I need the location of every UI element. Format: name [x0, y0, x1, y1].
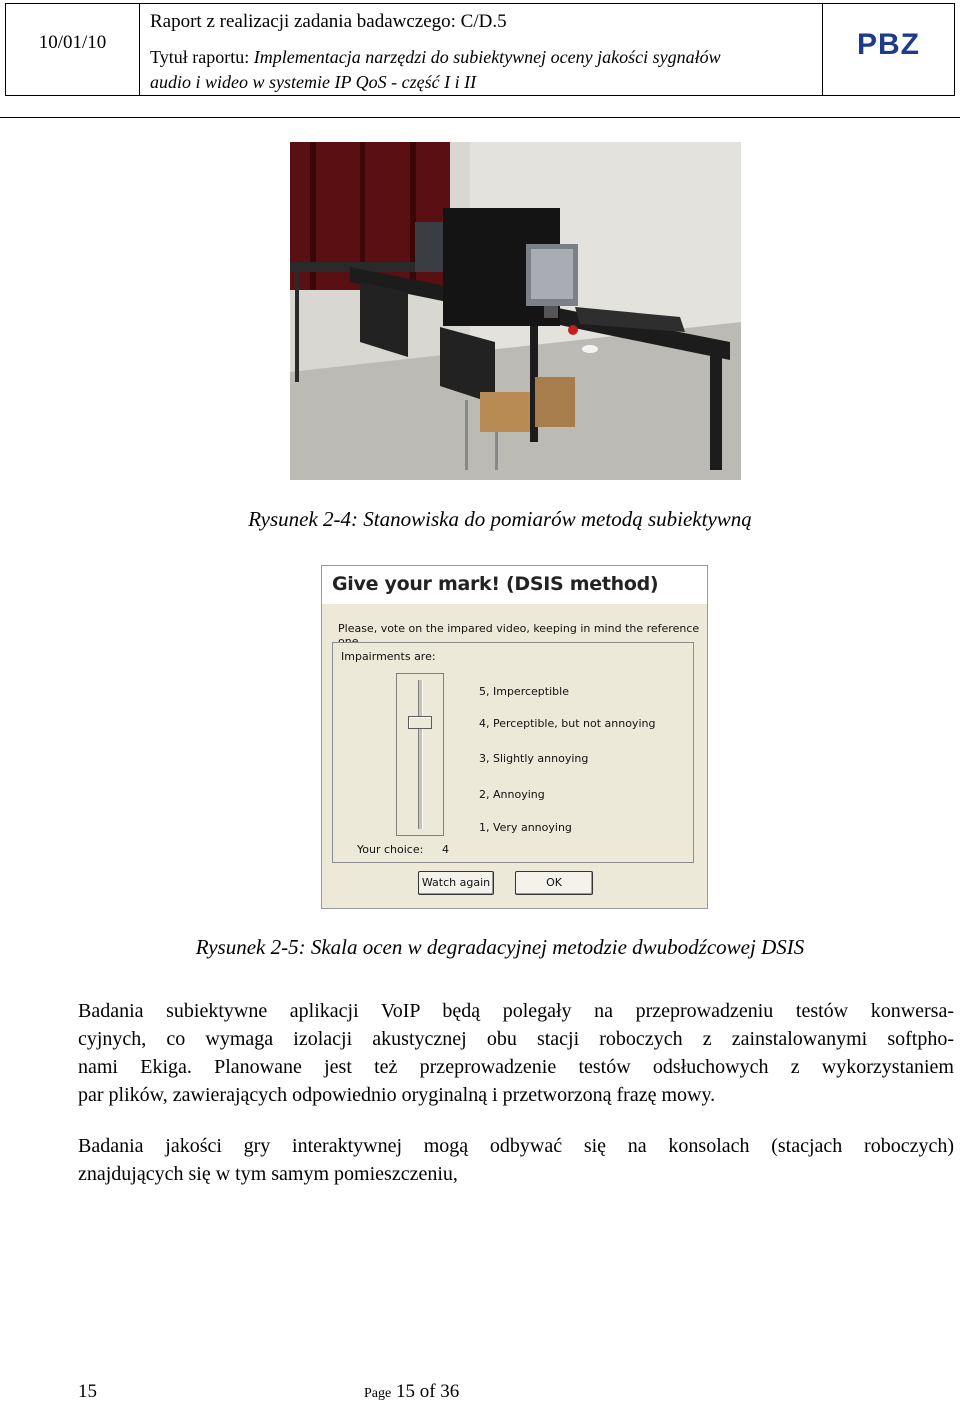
- option-4: 4, Perceptible, but not annoying: [479, 717, 656, 730]
- watch-again-button[interactable]: Watch again: [418, 871, 494, 895]
- figure-5-caption: Rysunek 2-5: Skala ocen w degradacyjnej metodzie dwubodźcowej DSIS: [195, 935, 805, 959]
- workstations-photo-drawing: [290, 142, 741, 480]
- dialog-instruction: Please, vote on the impared video, keeping in mind the reference: [338, 622, 700, 635]
- footer-number: 15: [78, 1381, 97, 1402]
- your-choice-value: 4: [442, 843, 449, 856]
- header-title-line2: audio i wideo w systemie IP QoS - część I i II: [150, 72, 477, 92]
- slider-track: [418, 680, 423, 829]
- impairments-group: [332, 642, 694, 863]
- option-2: 2, Annoying: [479, 788, 545, 801]
- paragraph-1-line-1: Badania subiektywne aplikacji VoIP będą polegały na przeprowadzeniu testów konwersa-: [78, 1000, 954, 1022]
- page-header: [5, 3, 955, 96]
- footer-page-word: Page: [364, 1386, 392, 1401]
- header-title-cell: [140, 4, 823, 95]
- header-date: 10/01/10: [38, 32, 107, 53]
- footer-page-of: 15 of 36: [395, 1381, 460, 1402]
- figure-4-caption: Rysunek 2-4: Stanowiska do pomiarów metodą subiektywną: [248, 507, 752, 531]
- option-1: 1, Very annoying: [479, 821, 572, 834]
- paragraph-1-line-3: nami Ekiga. Planowane jest też przeprowadzenie testów odsłuchowych z wykorzystaniem: [78, 1056, 954, 1078]
- dialog-title: Give your mark! (DSIS method): [332, 573, 659, 595]
- header-date-cell: [6, 4, 140, 95]
- dialog-titlebar: [322, 566, 707, 604]
- header-report-line: Raport z realizacji zadania badawczego: C/D.5: [150, 11, 507, 32]
- your-choice-label: Your choice:: [357, 843, 424, 856]
- pbz-logo: PBZ: [857, 28, 920, 61]
- option-5: 5, Imperceptible: [479, 685, 569, 698]
- paragraph-2-line-2: znajdujących się w tym samym pomieszczeniu,: [78, 1163, 458, 1185]
- ok-button[interactable]: OK: [515, 871, 593, 895]
- rating-slider[interactable]: [396, 673, 444, 836]
- slider-thumb[interactable]: [408, 716, 432, 729]
- paragraph-2-line-1: Badania jakości gry interaktywnej mogą odbywać się na konsolach (stacjach roboczych): [78, 1135, 954, 1157]
- header-title-value: Implementacja narzędzi do subiektywnej oceny jakości sygnałów: [253, 47, 721, 67]
- impairments-group-label: Impairments are:: [341, 650, 436, 663]
- footer-page: [364, 1381, 459, 1403]
- header-title-line: [150, 47, 721, 68]
- paragraph-1-line-2: cyjnych, co wymaga izolacji akustycznej obu stacji roboczych z zainstalowanymi softpho-: [78, 1028, 954, 1050]
- option-3: 3, Slightly annoying: [479, 752, 589, 765]
- header-title-label: Tytuł raportu:: [150, 47, 254, 67]
- header-rule: [0, 117, 960, 118]
- workstations-photo: [290, 142, 741, 480]
- dsis-dialog-screenshot: [321, 565, 708, 909]
- header-logo-cell: [823, 4, 954, 95]
- paragraph-1-line-4: par plików, zawierających odpowiednio oryginalną i przetworzoną frazę mowy.: [78, 1084, 716, 1106]
